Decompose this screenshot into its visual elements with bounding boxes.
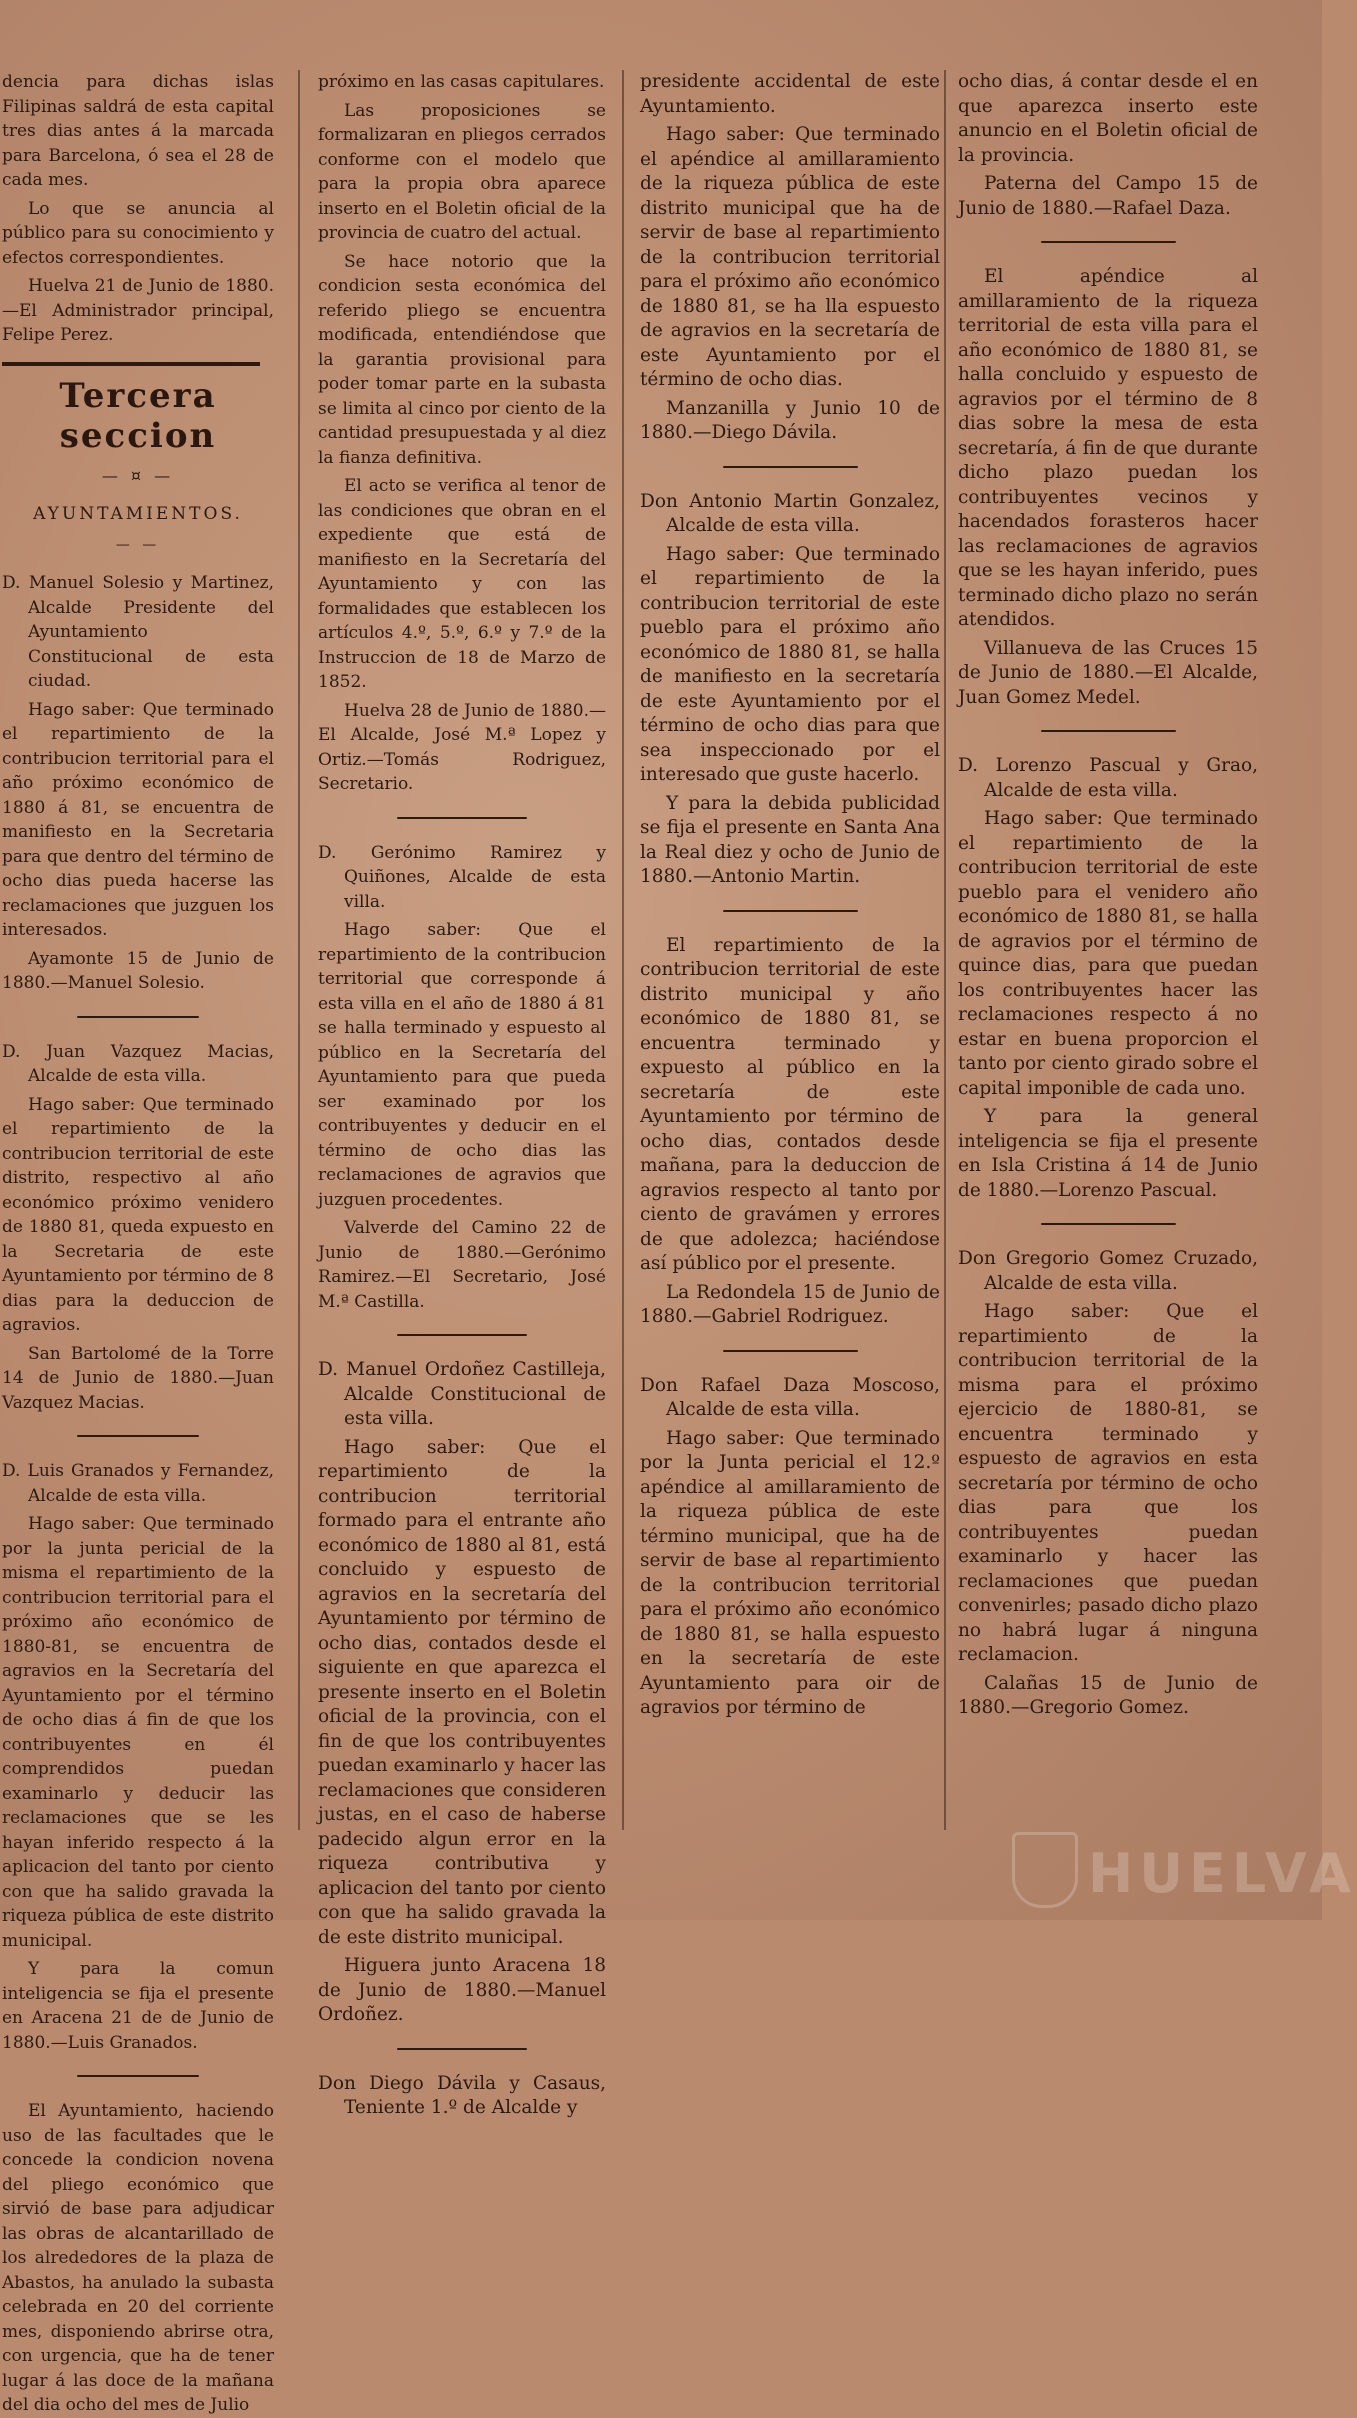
separator-rule — [397, 1334, 527, 1336]
fragment-text: ocho dias, á contar desde el en que aparezca inserto este anuncio en el Boletin oficial de la provincia. — [958, 71, 1258, 166]
notice-signature: Ayamonte 15 de Junio de 1880.—Manuel Solesio. — [2, 948, 274, 993]
notice-body: Hago saber: Que terminado por la junta pericial de la misma el repartimiento de la contribucion territorial para el próximo año económico de 1880-81, se encuentra de agravios en la Secretaría del Ayuntamiento por el término de ocho dias á fin de que los contribuyentes en él comprendidos puedan examinarlo y deducir las reclamaciones que se les hayan inferido respecto á la aplicacion del tanto por ciento con que ha salido gravada la riqueza pública de este distrito municipal. — [2, 1514, 274, 1951]
fragment-text: dencia para dichas islas Filipinas saldrá de esta capital tres dias antes á la marcada para Barcelona, ó sea el 28 de cada mes. — [2, 72, 274, 190]
notice-signature: Villanueva de las Cruces 15 de Junio de 1880.—El Alcalde, Juan Gomez Medel. — [958, 637, 1258, 708]
coat-of-arms-icon — [1012, 1832, 1078, 1908]
section-rule — [2, 362, 260, 366]
separator-rule — [397, 2048, 527, 2050]
separator-rule — [77, 1435, 199, 1437]
separator-rule — [397, 817, 527, 819]
section-subtitle: AYUNTAMIENTOS. — [33, 504, 243, 524]
separator-rule — [1041, 1223, 1176, 1225]
column-divider — [622, 70, 624, 1830]
notice-heading: Don Rafael Daza Moscoso, Alcalde de esta villa. — [640, 1374, 940, 1420]
notice-body: El Ayuntamiento, haciendo uso de las facultades que le concede la condicion novena del pliego económico que sirvió de base para adjudicar las obras de alcantarillado de los alrededores de la plaza de Abastos, ha anulado la subasta celebrada en 20 del corriente mes, disponiendo abrirse otra, con urgencia, que ha de tener lugar á las doce de la mañana del dia ocho del mes de Julio — [2, 2101, 274, 2415]
notice-body: Y para la general inteligencia se fija el presente en Isla Cristina á 14 de Junio de 1880.—Lorenzo Pascual. — [958, 1106, 1258, 1201]
notice-signature: Manzanilla y Junio 10 de 1880.—Diego Dávila. — [640, 397, 940, 443]
notice-heading: Don Gregorio Gomez Cruzado, Alcalde de esta villa. — [958, 1248, 1258, 1294]
notice-body: Y para la debida publicidad se fija el presente en Santa Ana la Real diez y ocho de Junio de 1880.—Antonio Martin. — [640, 792, 940, 887]
fragment-text: próximo en las casas capitulares. — [318, 72, 605, 92]
notice-heading: D. Manuel Ordoñez Castilleja, Alcalde Constitucional de esta villa. — [318, 1359, 606, 1429]
column-4 — [958, 70, 1258, 1910]
column-1 — [2, 70, 274, 2415]
notice-heading: D. Gerónimo Ramirez y Quiñones, Alcalde de esta villa. — [318, 842, 606, 912]
separator-rule — [77, 2075, 199, 2077]
notice-signature: Valverde del Camino 22 de Junio de 1880.—Gerónimo Ramirez.—El Secretario, José M.ª Castilla. — [318, 1218, 606, 1312]
separator-rule — [723, 1350, 858, 1352]
signature: Huelva 21 de Junio de 1880.—El Administrador principal, Felipe Perez. — [2, 276, 274, 345]
notice-body: El acto se verifica al tenor de las condiciones que obran en el expediente que está de manifiesto en la Secretaría del Ayuntamiento y con las formalidades que establecen los artículos 4.º, 5.º, 6.º y 7.º de la Instruccion de 18 de Marzo de 1852. — [318, 476, 606, 692]
notice-signature: La Redondela 15 de Junio de 1880.—Gabriel Rodriguez. — [640, 1281, 940, 1327]
column-divider — [944, 70, 946, 1830]
notice-body: Hago saber: Que terminado el repartimiento de la contribucion territorial de este distrito, respectivo al año económico próximo venidero de 1880 81, queda expuesto en la Secretaria de este Ayuntamiento por término de 8 dias para la deduccion de agravios. — [2, 1094, 274, 1335]
notice-heading: D. Manuel Solesio y Martinez, Alcalde Presidente del Ayuntamiento Constitucional de esta ciudad. — [2, 573, 274, 691]
notice-body: Hago saber: Que terminado el apéndice al amillaramiento de la riqueza pública de este distrito municipal que ha de servir de base al repartimiento de la contribucion territorial para el próximo año económico de 1880 81, se ha lla espuesto de agravios en la secretaría de este Ayuntamiento por el término de ocho dias. — [640, 124, 940, 390]
fragment-text: presidente accidental de este Ayuntamiento. — [640, 71, 940, 117]
notice-heading: D. Luis Granados y Fernandez, Alcalde de esta villa. — [2, 1461, 274, 1506]
notice-body: Hago saber: Que terminado el repartimiento de la contribucion territorial de este pueblo para el venidero año económico de 1880 81, se halla de agravios por el término de quince dias, para que puedan los contribuyentes hacer las reclamaciones respecto á no estar en buena proporcion el tanto por ciento girado sobre el capital imponible de cada uno. — [958, 808, 1258, 1099]
notice-heading: Don Antonio Martin Gonzalez, Alcalde de esta villa. — [640, 490, 940, 536]
notice-body: Hago saber: Que el repartimiento de la contribucion territorial formado para el entrante año económico de 1880 al 81, está concluido y espuesto de agravios en la secretaría del Ayuntamiento por término de ocho dias, contados desde el siguiente en que aparezca el presente inserto en el Boletin oficial de la provincia, con el fin de que los contribuyentes puedan examinarlo y hacer las reclamaciones que consideren justas, en el caso de haberse padecido algun error en la riqueza contributiva y aplicacion del tanto por ciento con que ha salido gravada la de este distrito municipal. — [318, 1436, 606, 1948]
notice-body: Hago saber: Que el repartimiento de la contribucion territorial de la misma para el próximo ejercicio de 1880-81, se encuentra terminado y espuesto de agravios en esta secretaría por término de ocho dias para que los contribuyentes puedan examinarlo y hacer las reclamaciones que puedan convenirles; pasado dicho plazo no habrá lugar á ninguna reclamacion. — [958, 1301, 1258, 1665]
watermark-text: HUELVA — [1088, 1842, 1357, 1905]
separator-rule — [1041, 241, 1176, 243]
notice-signature: Paterna del Campo 15 de Junio de 1880.—Rafael Daza. — [958, 173, 1258, 219]
notice-body: Las proposiciones se formalizaran en pliegos cerrados conforme con el modelo que para la propia obra aparece inserto en el Boletin oficial de la provincia de cuatro del actual. — [318, 100, 606, 243]
notice-body: Hago saber: Que el repartimiento de la contribucion territorial que corresponde á esta villa en el año de 1880 á 81 se halla terminado y espuesto al público en la Secretaría del Ayuntamiento para que pueda ser examinado por los contribuyentes y deducir en el término de ocho dias las reclamaciones de agravios que juzguen procedentes. — [318, 920, 606, 1210]
notice-signature: Calañas 15 de Junio de 1880.—Gregorio Gomez. — [958, 1672, 1258, 1718]
section-title: Tercera seccion — [59, 375, 217, 456]
notice-body: Hago saber: Que terminado por la Junta pericial el 12.º apéndice al amillaramiento de la riqueza pública de este término municipal, que ha de servir de base al repartimiento de la contribucion territorial para el próximo año económico de 1880 81, se halla espuesto en la secretaría de este Ayuntamiento para oir de agravios por término de — [640, 1427, 940, 1718]
notice-body: El repartimiento de la contribucion territorial de este distrito municipal y año económico de 1880 81, se encuentra terminado y expuesto al público en la secretaría de este Ayuntamiento por término de ocho dias, contados desde mañana, para la deduccion de agravios respecto al tanto por ciento de gravámen y errores de que adolezca; haciéndose así público por el presente. — [640, 934, 940, 1274]
archive-watermark — [1012, 1828, 1357, 1908]
notice-signature: San Bartolomé de la Torre 14 de Junio de 1880.—Juan Vazquez Macias. — [2, 1343, 274, 1413]
column-3 — [640, 70, 940, 1910]
column-divider — [298, 70, 300, 1830]
notice-signature: Higuera junto Aracena 18 de Junio de 1880.—Manuel Ordoñez. — [318, 1955, 606, 2025]
separator-rule — [723, 466, 858, 468]
column-2 — [318, 70, 606, 2118]
section-ornament: — ¤ — — [101, 465, 175, 485]
notice-body: Hago saber: Que terminado el repartimiento de la contribucion territorial para el año próximo económico de 1880 á 81, se encuentra de manifiesto en la Secretaria para que dentro del término de ocho dias pueda hacerse las reclamaciones que juzguen los interesados. — [2, 699, 274, 940]
notice-heading: D. Juan Vazquez Macias, Alcalde de esta villa. — [2, 1041, 274, 1086]
separator-rule — [723, 910, 858, 912]
notice-heading: D. Lorenzo Pascual y Grao, Alcalde de esta villa. — [958, 755, 1258, 801]
notice-body: Se hace notorio que la condicion sesta económica del referido pliego se encuentra modificada, entendiéndose que la garantia provisional para poder tomar parte en la subasta se limita al cinco por ciento de la cantidad presupuestada y al diez la fianza definitiva. — [318, 251, 606, 468]
notice-body: El apéndice al amillaramiento de la riqueza territorial de esta villa para el año económico de 1880 81, se halla concluido y espuesto de agravios por el término de 8 dias sobre la mesa de esta secretaría, á fin de que durante dicho plazo puedan los contribuyentes vecinos y hacendados forasteros hacer las reclamaciones de agravios que se les hayan inferido, pues terminado dicho plazo no serán atendidos. — [958, 266, 1258, 630]
separator-rule — [77, 1016, 199, 1018]
notice-signature: Huelva 28 de Junio de 1880.—El Alcalde, José M.ª Lopez y Ortiz.—Tomás Rodriguez, Secretario. — [318, 700, 606, 794]
notice-body: Y para la comun inteligencia se fija el presente en Aracena 21 de de Junio de 1880.—Luis Granados. — [2, 1959, 274, 2053]
notice-body: Hago saber: Que terminado el repartimiento de la contribucion territorial de este pueblo para el próximo año económico de 1880 81, se halla de manifiesto en la secretaría de este Ayuntamiento por el término de ocho dias para que sea inspeccionado por el interesado que guste hacerlo. — [640, 543, 940, 785]
fragment-text: Lo que se anuncia al público para su conocimiento y efectos correspondientes. — [2, 198, 274, 268]
notice-heading: Don Diego Dávila y Casaus, Teniente 1.º de Alcalde y — [318, 2072, 606, 2118]
section-ornament: — — — [115, 536, 161, 553]
separator-rule — [1041, 730, 1176, 732]
